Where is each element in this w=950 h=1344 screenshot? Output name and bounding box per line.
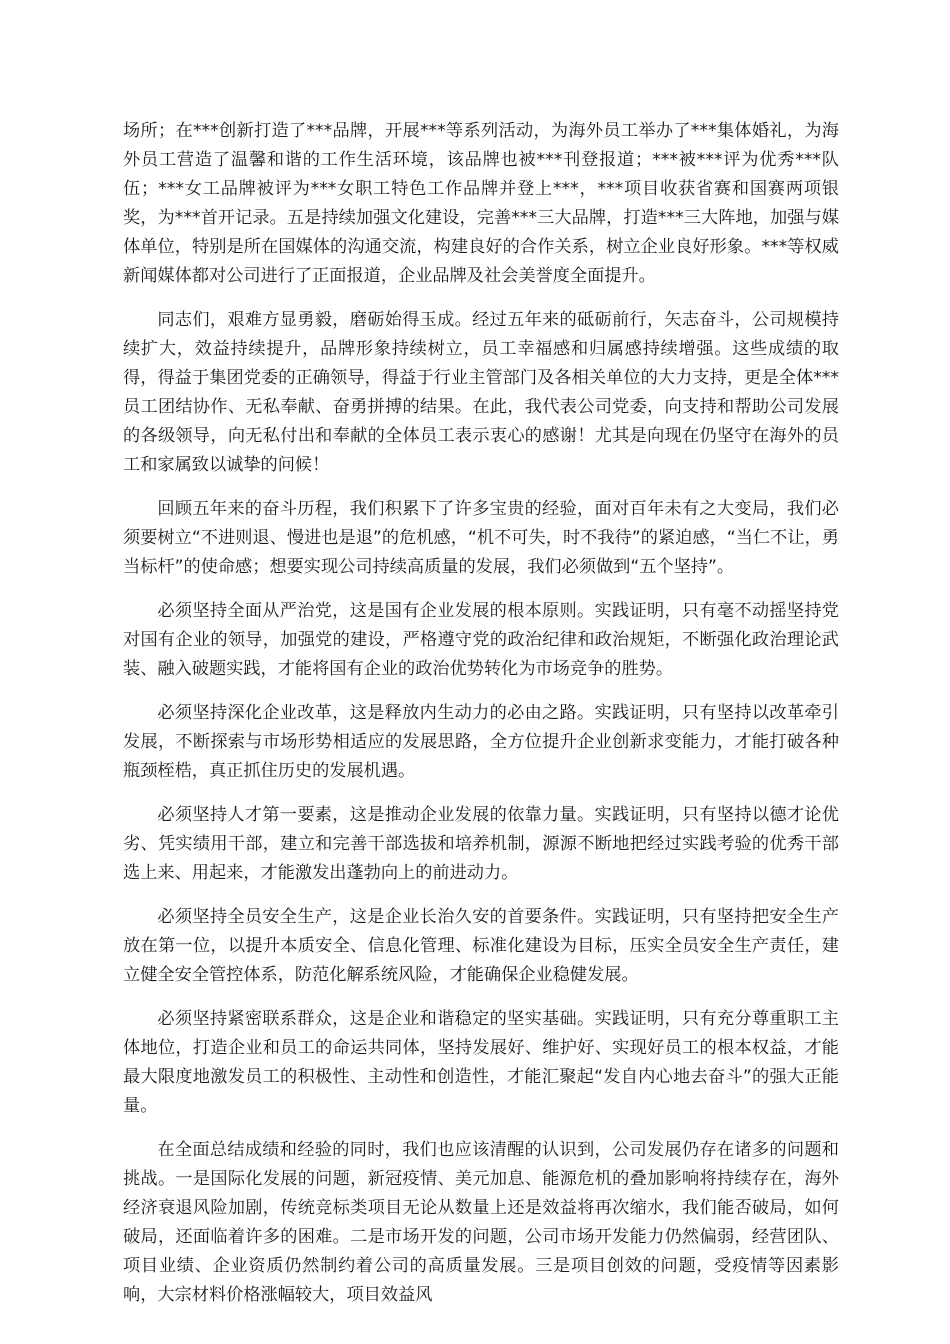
paragraph-experience-review: 回顾五年来的奋斗历程，我们积累下了许多宝贵的经验，面对百年未有之大变局，我们必须要树立“不进则退、慢进也是退”的危机感，“机不可失，时不我待”的紧迫感，“当仁不让，勇当标杆”的使命感；想要实现公司持续高质量的发展，我们必须做到“五个坚持”。 [123, 499, 839, 577]
paragraph-party-governance: 必须坚持全面从严治党，这是国有企业发展的根本原则。实践证明，只有毫不动摇坚持党对国有企业的领导，加强党的建设，严格遵守党的政治纪律和政治规矩，不断强化政治理论武装、融入破题实践，才能将国有企业的政治优势转化为市场竞争的胜势。 [123, 601, 839, 679]
document-body [123, 117, 839, 1325]
paragraph-culture-building: 场所；在***创新打造了***品牌，开展***等系列活动，为海外员工举办了***集体婚礼，为海外员工营造了温馨和谐的工作生活环境，该品牌也被***刊登报道；***被***评为优秀***队伍；***女工品牌被评为***女职工特色工作品牌并登上***，***项目收获省赛和国赛两项银奖，为***首开记录。五是持续加强文化建设，完善***三大品牌，打造***三大阵地，加强与媒体单位，特别是所在国媒体的沟通交流，构建良好的合作关系，树立企业良好形象。***等权威新闻媒体都对公司进行了正面报道，企业品牌及社会美誉度全面提升。 [123, 121, 839, 286]
paragraph-talent: 必须坚持人才第一要素，这是推动企业发展的依靠力量。实践证明，只有坚持以德才论优劣、凭实绩用干部，建立和完善干部选拔和培养机制，源源不断地把经过实践考验的优秀干部选上来、用起来，才能激发出蓬勃向上的前进动力。 [123, 805, 839, 883]
paragraph-enterprise-reform: 必须坚持深化企业改革，这是释放内生动力的必由之路。实践证明，只有坚持以改革牵引发展，不断探索与市场形势相适应的发展思路，全方位提升企业创新求变能力，才能打破各种瓶颈桎梏，真正抓住历史的发展机遇。 [123, 703, 839, 781]
paragraph-achievements-thanks: 同志们，艰难方显勇毅，磨砺始得玉成。经过五年来的砥砺前行，矢志奋斗，公司规模持续扩大，效益持续提升，品牌形象持续树立，员工幸福感和归属感持续增强。这些成绩的取得，得益于集团党委的正确领导，得益于行业主管部门及各相关单位的大力支持，更是全体***员工团结协作、无私奉献、奋勇拼搏的结果。在此，我代表公司党委，向支持和帮助公司发展的各级领导，向无私付出和奉献的全体员工表示衷心的感谢！尤其是向现在仍坚守在海外的员工和家属致以诚挚的问候！ [123, 310, 839, 475]
paragraph-connect-masses: 必须坚持紧密联系群众，这是企业和谐稳定的坚实基础。实践证明，只有充分尊重职工主体地位，打造企业和员工的命运共同体，坚持发展好、维护好、实现好员工的根本权益，才能最大限度地激发员工的积极性、主动性和创造性，才能汇聚起“发自内心地去奋斗”的强大正能量。 [123, 1009, 839, 1116]
paragraph-problems-challenges: 在全面总结成绩和经验的同时，我们也应该清醒的认识到，公司发展仍存在诸多的问题和挑战。一是国际化发展的问题，新冠疫情、美元加息、能源危机的叠加影响将持续存在，海外经济衰退风险加剧，传统竞标类项目无论从数量上还是效益将再次缩水，我们能否破局，如何破局，还面临着许多的困难。二是市场开发的问题，公司市场开发能力仍然偏弱，经营团队、项目业绩、企业资质仍然制约着公司的高质量发展。三是项目创效的问题，受疫情等因素影响，大宗材料价格涨幅较大，项目效益风 [123, 1140, 839, 1305]
paragraph-safety-production: 必须坚持全员安全生产，这是企业长治久安的首要条件。实践证明，只有坚持把安全生产放在第一位，以提升本质安全、信息化管理、标准化建设为目标，压实全员安全生产责任，建立健全安全管控体系，防范化解系统风险，才能确保企业稳健发展。 [123, 907, 839, 985]
